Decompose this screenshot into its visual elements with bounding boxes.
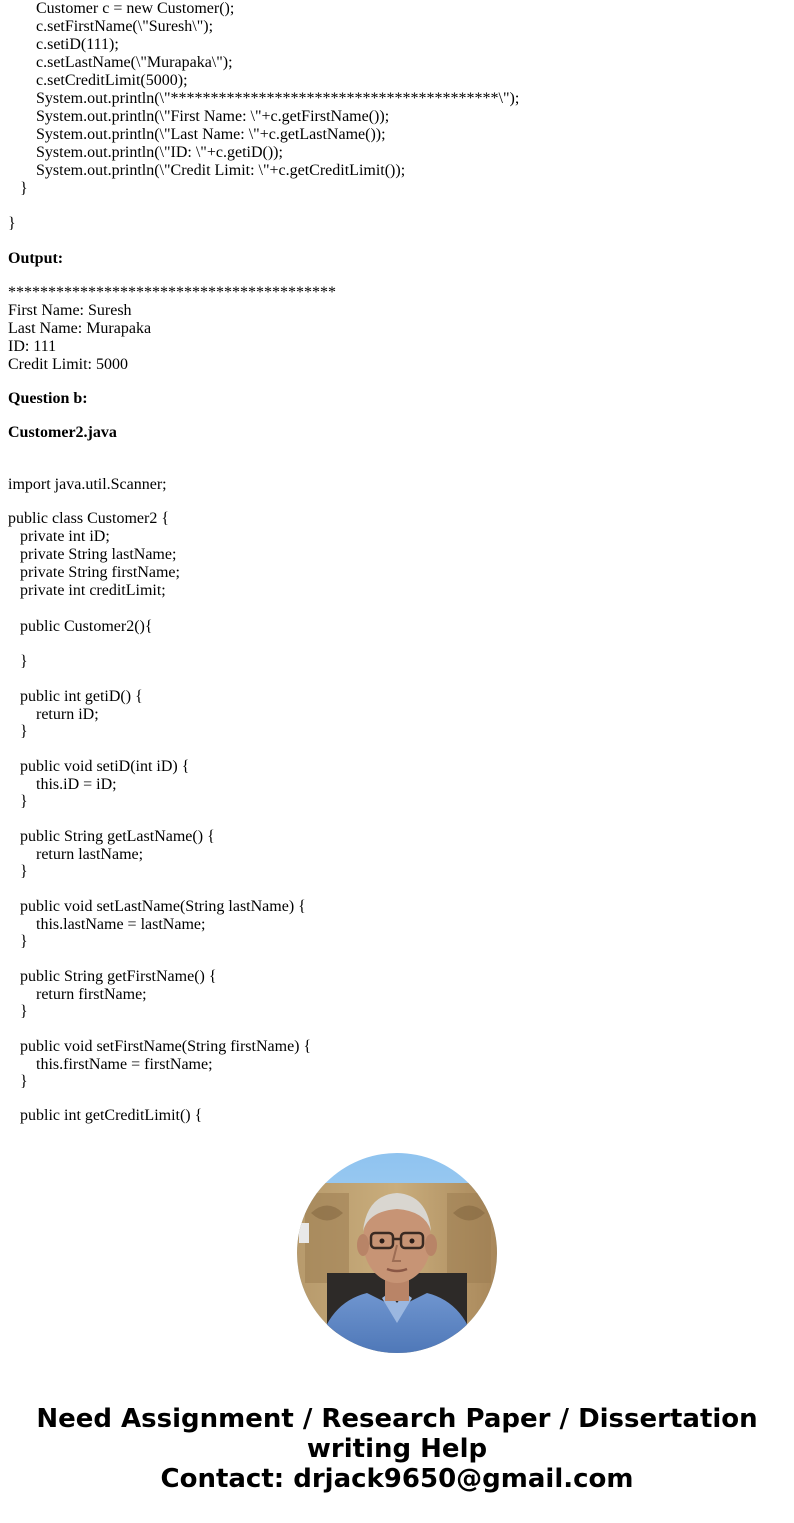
output-line: ID: 111: [8, 338, 57, 355]
code-line: c.setCreditLimit(5000);: [36, 72, 188, 89]
output-line: Last Name: Murapaka: [8, 320, 152, 337]
code-line: c.setLastName(\"Murapaka\");: [36, 54, 233, 71]
code-line: }: [20, 1073, 28, 1090]
output-line: Credit Limit: 5000: [8, 356, 128, 373]
code-line: public void setiD(int iD) {: [20, 758, 190, 775]
code-line: c.setFirstName(\"Suresh\");: [36, 18, 214, 35]
code-line: private String lastName;: [20, 546, 177, 563]
code-line: }: [20, 180, 28, 197]
contact-email: Contact: drjack9650@gmail.com: [160, 1464, 634, 1494]
promo-line-2: writing Help: [306, 1434, 488, 1464]
file-name-heading: Customer2.java: [8, 424, 117, 441]
code-line: this.iD = iD;: [36, 776, 117, 793]
code-line: System.out.println(\"Credit Limit: \"+c.getCreditLimit());: [36, 162, 406, 179]
code-line: }: [8, 215, 16, 232]
code-line: public int getiD() {: [20, 688, 143, 705]
code-line: System.out.println(\"First Name: \"+c.getFirstName());: [36, 108, 390, 125]
output-heading: Output:: [8, 250, 64, 267]
code-line: }: [20, 1003, 28, 1020]
question-heading: Question b:: [8, 390, 88, 407]
code-line: }: [20, 793, 28, 810]
code-line: public void setFirstName(String firstName) {: [20, 1038, 312, 1055]
code-line: public void setLastName(String lastName) {: [20, 898, 306, 915]
code-line: }: [20, 653, 28, 670]
code-line: private int iD;: [20, 528, 110, 545]
code-line: c.setiD(111);: [36, 36, 119, 53]
code-line: this.firstName = firstName;: [36, 1056, 213, 1073]
code-line: public int getCreditLimit() {: [20, 1107, 203, 1124]
code-line: private String firstName;: [20, 564, 180, 581]
code-line: private int creditLimit;: [20, 582, 166, 599]
code-line: System.out.println(\"ID: \"+c.getiD());: [36, 144, 283, 161]
code-line: public String getLastName() {: [20, 828, 215, 845]
output-line: First Name: Suresh: [8, 302, 132, 319]
output-line: *****************************************: [8, 284, 336, 301]
code-line: import java.util.Scanner;: [8, 476, 167, 493]
code-line: this.lastName = lastName;: [36, 916, 206, 933]
code-line: public String getFirstName() {: [20, 968, 217, 985]
code-line: Customer c = new Customer();: [36, 0, 235, 17]
code-line: }: [20, 933, 28, 950]
portrait-image: [297, 1153, 497, 1353]
promo-line-1: Need Assignment / Research Paper / Dissertation: [36, 1404, 758, 1434]
code-line: }: [20, 723, 28, 740]
code-line: return lastName;: [36, 846, 144, 863]
author-avatar: [297, 1153, 497, 1353]
code-line: System.out.println(\"Last Name: \"+c.getLastName());: [36, 126, 386, 143]
code-line: public Customer2(){: [20, 618, 153, 635]
code-line: System.out.println(\"*****************************************\");: [36, 90, 520, 107]
code-line: }: [20, 863, 28, 880]
code-line: return iD;: [36, 706, 99, 723]
code-line: return firstName;: [36, 986, 147, 1003]
code-line: public class Customer2 {: [8, 510, 169, 527]
